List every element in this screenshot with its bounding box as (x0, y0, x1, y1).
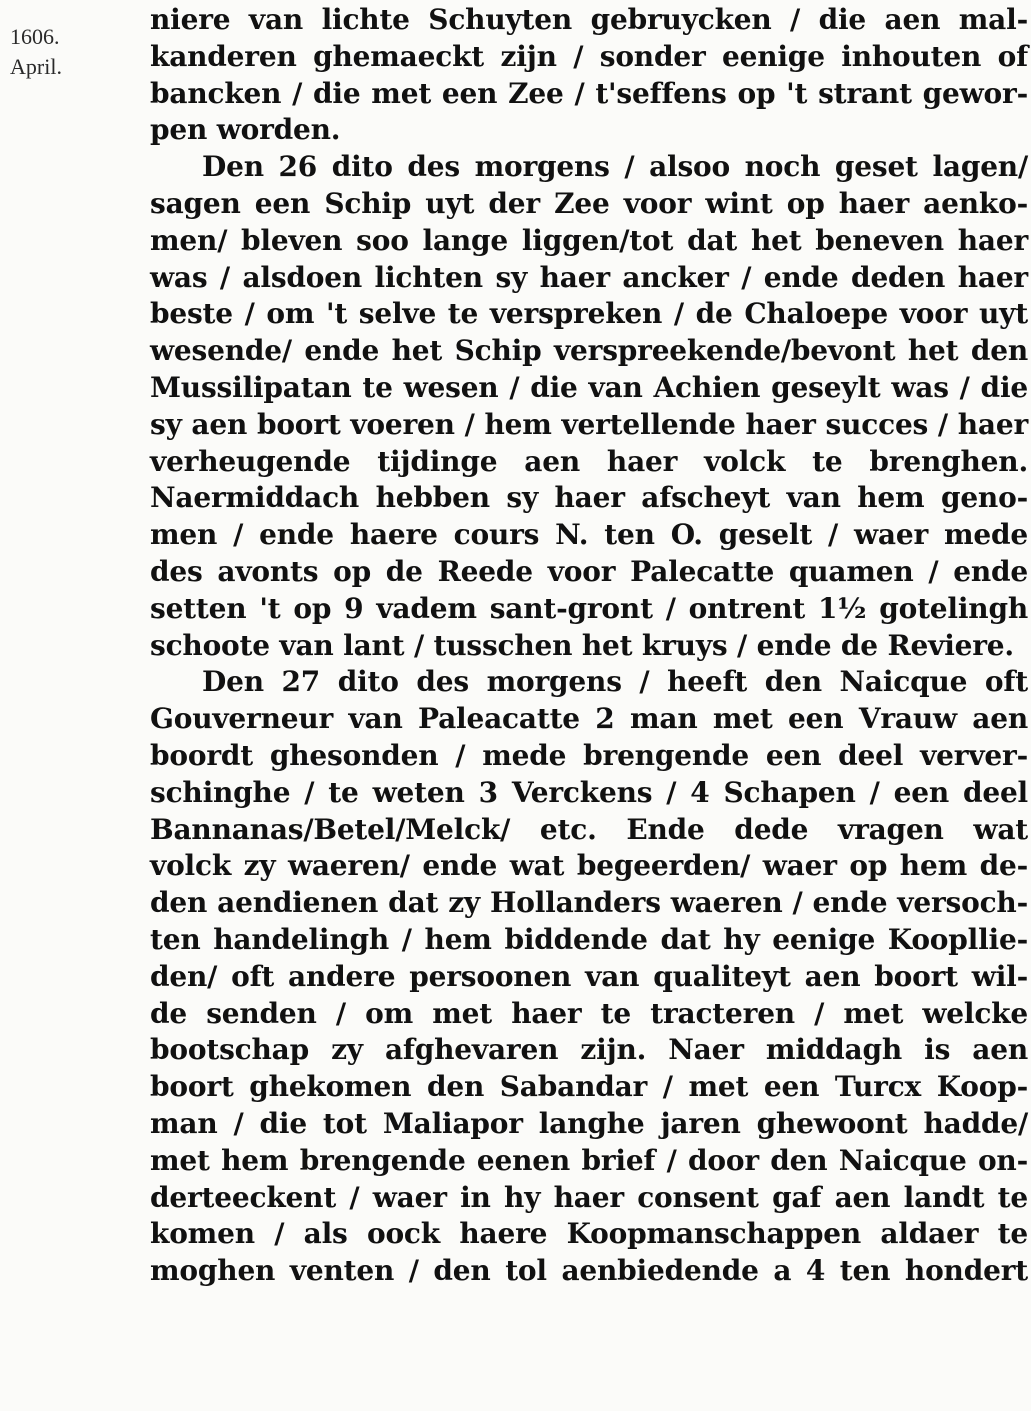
text-line: derteeckent / waer in hy haer consent gaf aen landt te (150, 1180, 1028, 1214)
text-line: Mussilipatan te wesen / die van Achien geseylt was / die (150, 370, 1028, 404)
text-line: bancken / die met een Zee / t'seffens op 't strant gewor- (150, 76, 1028, 110)
text-line: schinghe / te weten 3 Verckens / 4 Schapen / een deel (150, 775, 1028, 809)
body-text (150, 2, 1028, 1290)
text-line: boordt ghesonden / mede brengende een deel verver- (150, 738, 1028, 772)
margin-note (10, 22, 120, 82)
text-line: Gouverneur van Paleacatte 2 man met een Vrauw aen (150, 702, 1028, 736)
text-line: sagen een Schip uyt der Zee voor wint op haer aenko- (150, 186, 1028, 220)
text-line: men / ende haere cours N. ten O. geselt / waer mede (150, 518, 1028, 552)
text-line: boort ghekomen den Sabandar / met een Turcx Koop- (150, 1070, 1028, 1104)
text-line: volck zy waeren/ ende wat begeerden/ waer op hem de- (150, 849, 1028, 883)
margin-year: 1606. (10, 24, 60, 49)
text-line: den/ oft andere persoonen van qualiteyt aen boort wil- (150, 959, 1028, 993)
text-line: Naermiddach hebben sy haer afscheyt van hem geno- (150, 481, 1028, 515)
text-line: komen / als oock haere Koopmanschappen aldaer te (150, 1217, 1028, 1251)
text-line: Bannanas/Betel/Melck/ etc. Ende dede vragen wat (150, 812, 1028, 846)
text-line: den aendienen dat zy Hollanders waeren / ende versoch- (150, 886, 1028, 920)
text-line: ten handelingh / hem biddende dat hy eenige Koopllie- (150, 922, 1028, 956)
text-line: was / alsdoen lichten sy haer ancker / ende deden haer (150, 260, 1028, 294)
text-line: man / die tot Maliapor langhe jaren ghewoont hadde/ (150, 1106, 1028, 1140)
text-line: kanderen ghemaeckt zijn / sonder eenige inhouten of (150, 39, 1028, 73)
text-line: pen worden. (150, 113, 341, 147)
text-line: men/ bleven soo lange liggen/tot dat het beneven haer (150, 223, 1028, 257)
text-line: setten 't op 9 vadem sant-gront / ontrent 1½ gotelingh (150, 591, 1028, 625)
text-line: sy aen boort voeren / hem vertellende haer succes / haer (150, 407, 1028, 441)
text-line: Den 26 dito des morgens / alsoo noch geset lagen/ (202, 150, 1028, 184)
text-line: verheugende tijdinge aen haer volck te brenghen. (150, 444, 1028, 478)
text-line: schoote van lant / tusschen het kruys / ende de Reviere. (150, 628, 1014, 662)
text-line: met hem brengende eenen brief / door den Naicque on- (150, 1143, 1028, 1177)
text-line: de senden / om met haer te tracteren / met welcke (150, 996, 1028, 1030)
text-line: niere van lichte Schuyten gebruycken / die aen mal- (150, 3, 1028, 36)
text-line: bootschap zy afghevaren zijn. Naer middagh is aen (150, 1033, 1028, 1067)
text-line: beste / om 't selve te verspreken / de Chaloepe voor uyt (150, 297, 1028, 331)
text-line: Den 27 dito des morgens / heeft den Naicque oft (202, 665, 1028, 699)
text-line: moghen venten / den tol aenbiedende a 4 ten hondert (150, 1254, 1028, 1288)
text-line: wesende/ ende het Schip verspreekende/bevont het den (150, 334, 1028, 368)
margin-month: April. (10, 54, 62, 79)
text-line: des avonts op de Reede voor Palecatte quamen / ende (150, 554, 1028, 588)
